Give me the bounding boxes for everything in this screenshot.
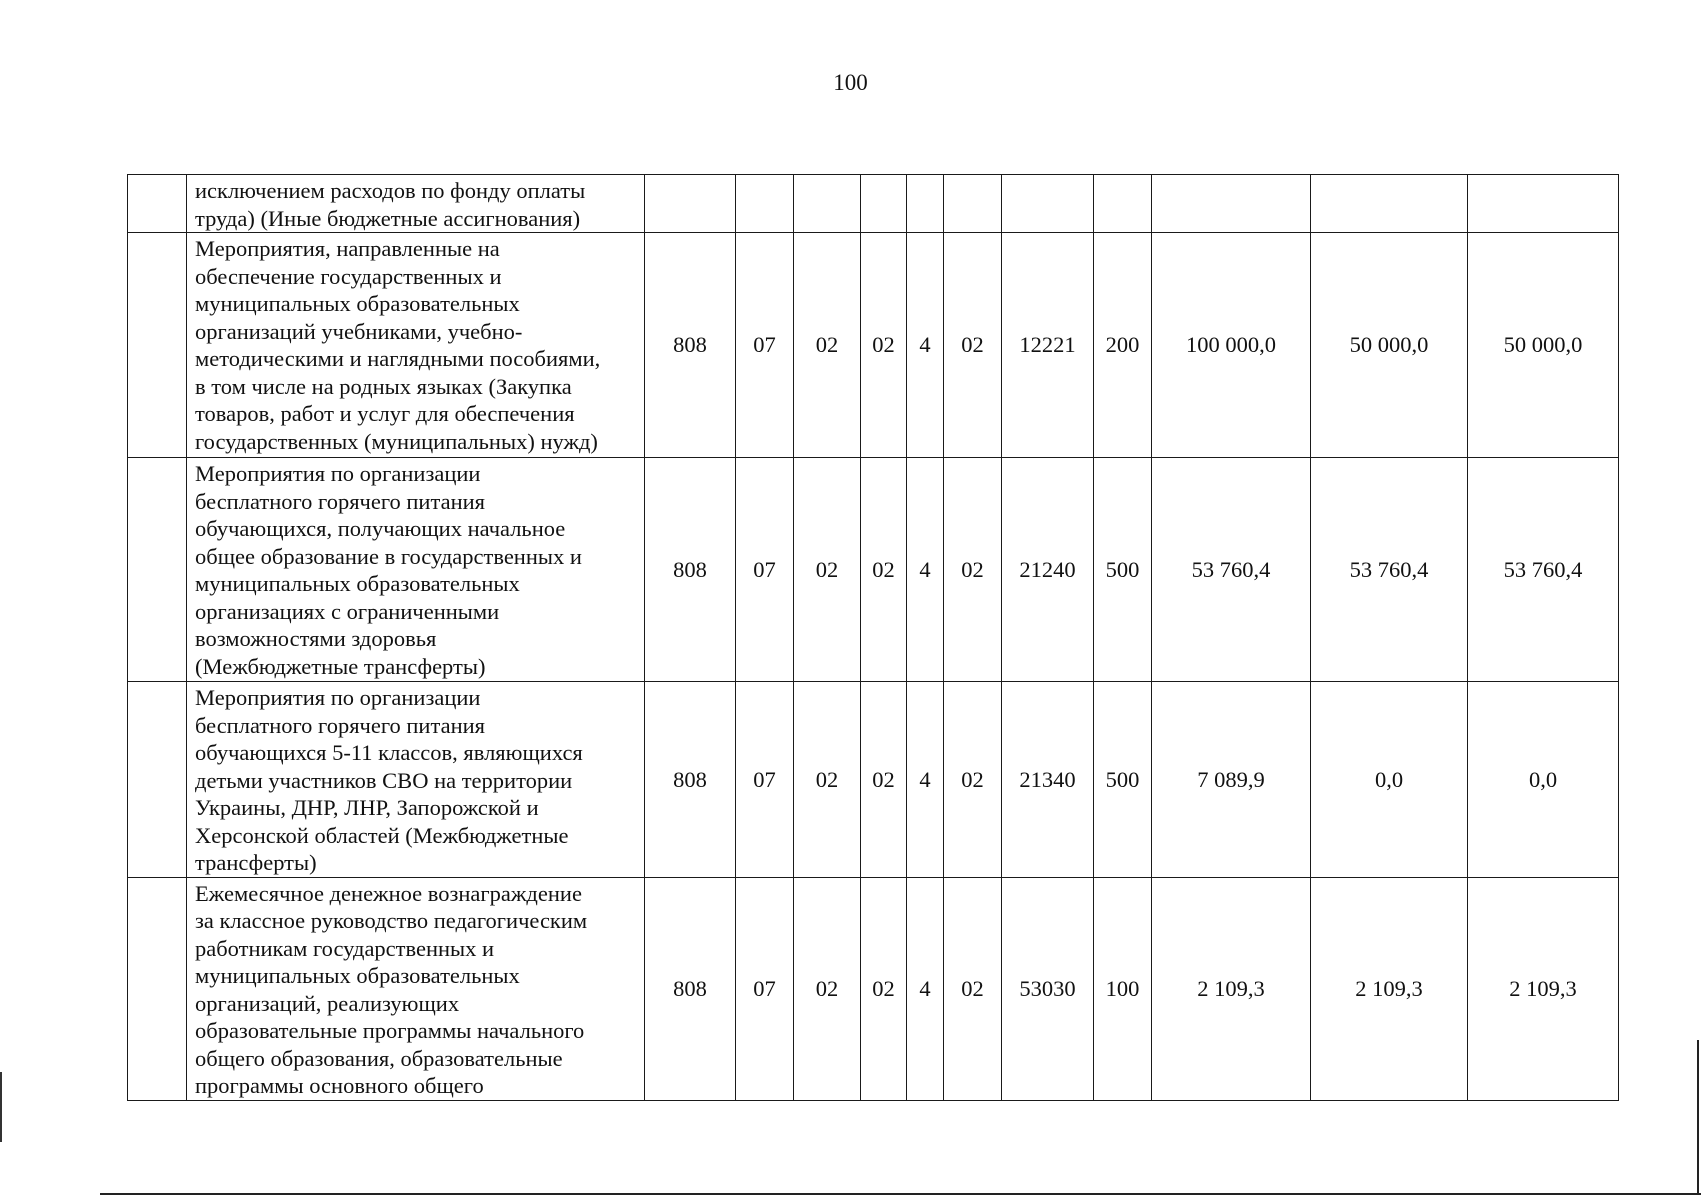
subsection-cell: 02 [794,458,861,682]
subprogram-cell: 02 [944,233,1002,458]
amount-year3-cell: 50 000,0 [1468,233,1619,458]
subprogram-cell: 02 [944,458,1002,682]
section-cell: 07 [736,233,794,458]
direction-code-cell: 53030 [1002,877,1094,1100]
program-cell: 02 [861,233,907,458]
section-cell: 07 [736,877,794,1100]
section-cell [736,175,794,233]
program-cell [861,175,907,233]
row-number-cell [128,682,187,878]
subsection-cell: 02 [794,877,861,1100]
subsection-cell: 02 [794,233,861,458]
table-row [128,175,1619,233]
ministry-code-cell: 808 [645,233,736,458]
amount-year1-cell: 53 760,4 [1152,458,1311,682]
expense-type-cell: 200 [1094,233,1152,458]
expense-name-cell: Мероприятия по организации бесплатного горячего питания обучающихся, получающих начальное общее образование в государственных и муниципальных образовательных организациях с ограниченными возможностями здоровья (Межбюджетные трансферты) [187,458,645,682]
budget-table [127,174,1619,1101]
expense-name-cell: исключением расходов по фонду оплаты труда) (Иные бюджетные ассигнования) [187,175,645,233]
amount-year2-cell: 0,0 [1311,682,1468,878]
program-cell: 02 [861,682,907,878]
scan-edge-left [0,1072,2,1142]
row-number-cell [128,233,187,458]
program-cell: 02 [861,458,907,682]
direction-code-cell [1002,175,1094,233]
amount-year1-cell: 2 109,3 [1152,877,1311,1100]
amount-year2-cell: 50 000,0 [1311,233,1468,458]
page-number: 100 [833,70,868,95]
table-row [128,877,1619,1100]
scan-edge-bottom [100,1193,1701,1195]
program-type-cell: 4 [907,233,944,458]
program-type-cell: 4 [907,877,944,1100]
direction-code-cell: 12221 [1002,233,1094,458]
row-number-cell [128,877,187,1100]
section-cell: 07 [736,458,794,682]
expense-type-cell: 100 [1094,877,1152,1100]
amount-year1-cell: 7 089,9 [1152,682,1311,878]
ministry-code-cell: 808 [645,877,736,1100]
expense-name-cell: Мероприятия, направленные на обеспечение государственных и муниципальных образовательных организаций учебниками, учебно- методическими и наглядными пособиями, в том числе на родных языках (Закупка товаров, работ и услуг для обеспечения государственных (муниципальных) нужд) [187,233,645,458]
amount-year1-cell: 100 000,0 [1152,233,1311,458]
section-cell: 07 [736,682,794,878]
amount-year2-cell: 2 109,3 [1311,877,1468,1100]
row-number-cell [128,458,187,682]
expense-type-cell: 500 [1094,682,1152,878]
table-row [128,682,1619,878]
amount-year3-cell: 2 109,3 [1468,877,1619,1100]
expense-type-cell [1094,175,1152,233]
program-type-cell [907,175,944,233]
amount-year1-cell [1152,175,1311,233]
amount-year2-cell [1311,175,1468,233]
amount-year3-cell: 0,0 [1468,682,1619,878]
amount-year3-cell: 53 760,4 [1468,458,1619,682]
ministry-code-cell: 808 [645,458,736,682]
direction-code-cell: 21240 [1002,458,1094,682]
subsection-cell: 02 [794,682,861,878]
scan-edge-right [1697,1040,1699,1195]
direction-code-cell: 21340 [1002,682,1094,878]
program-cell: 02 [861,877,907,1100]
expense-type-cell: 500 [1094,458,1152,682]
ministry-code-cell: 808 [645,682,736,878]
amount-year3-cell [1468,175,1619,233]
table-row [128,458,1619,682]
expense-name-cell: Мероприятия по организации бесплатного горячего питания обучающихся 5-11 классов, являющихся детьми участников СВО на территории Украины, ДНР, ЛНР, Запорожской и Херсонской областей (Межбюджетные трансферты) [187,682,645,878]
expense-name-cell: Ежемесячное денежное вознаграждение за классное руководство педагогическим работникам государственных и муниципальных образовательных организаций, реализующих образовательные программы начального общего образования, образовательные программы основного общего [187,877,645,1100]
amount-year2-cell: 53 760,4 [1311,458,1468,682]
row-number-cell [128,175,187,233]
subprogram-cell: 02 [944,877,1002,1100]
subprogram-cell: 02 [944,682,1002,878]
program-type-cell: 4 [907,458,944,682]
ministry-code-cell [645,175,736,233]
subsection-cell [794,175,861,233]
subprogram-cell [944,175,1002,233]
table-row [128,233,1619,458]
program-type-cell: 4 [907,682,944,878]
